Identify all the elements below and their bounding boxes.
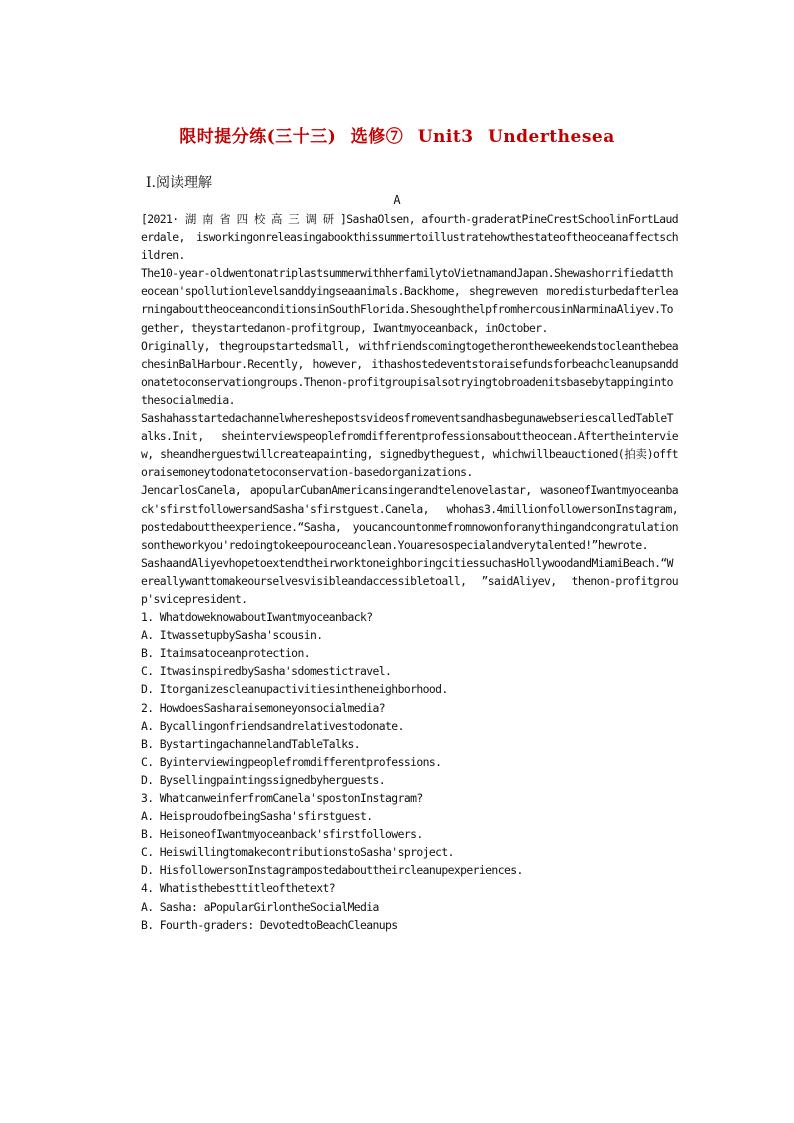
section-heading: Ⅰ.阅读理解 xyxy=(146,175,212,191)
option-a: A. ItwassetupbySasha'scousin. xyxy=(141,628,323,643)
paragraph-6: SashaandAliyevhopetoextendtheirworktoneighboringcitiessuchasHollywoodandMiamiBeach.“Wereallywanttomakeourselvesvisibleandaccessibletoall, ”saidAliyev, thenon-profitgroup'svicepresident. xyxy=(141,555,678,606)
paragraph-5: JencarlosCanela, apopularCubanAmericansingerandtelenovelastar, wasoneofIwantmyoceanback'sfirstfollowersandSasha'sfirstguest.Canela, whohas3.4millionfollowersonInstagram, postedabouttheexperience.“Sasha, youcancountonmefromnowonforanythingandcongratulationsontheworkyou'redoingtokeepouroceanclean.Youaresospecialandverytalented!”hewrote. xyxy=(141,483,678,552)
option-d: D. Itorganizescleanupactivitiesintheneighborhood. xyxy=(141,682,448,697)
question-stem: 2. HowdoesSasharaisemoneyonsocialmedia? xyxy=(141,700,386,715)
option-c: C. ItwasinspiredbySasha'sdomestictravel. xyxy=(141,664,392,679)
option-c: C. HeiswillingtomakecontributionstoSasha'sproject. xyxy=(141,845,454,860)
option-c: C. Byinterviewingpeoplefromdifferentprofessions. xyxy=(141,754,442,769)
option-a: A. Bycallingonfriendsandrelativestodonate. xyxy=(141,718,404,733)
passage-label: A xyxy=(393,193,401,207)
title-part-4: Underthesea xyxy=(487,127,615,147)
page-title xyxy=(0,122,794,147)
question-3 xyxy=(141,789,678,879)
title-part-3: Unit3 xyxy=(417,127,474,147)
option-d: D. HisfollowersonInstagrampostedabouttheircleanupexperiences. xyxy=(141,863,523,878)
option-b: B. Itaimsatoceanprotection. xyxy=(141,646,310,661)
option-b: B. BystartingachannelandTableTalks. xyxy=(141,736,361,751)
question-stem: 1. WhatdoweknowaboutIwantmyoceanback? xyxy=(141,610,373,625)
question-2 xyxy=(141,699,678,789)
passage-body xyxy=(141,210,678,934)
option-b: B. HeisoneofIwantmyoceanback'sfirstfollowers. xyxy=(141,827,423,842)
question-stem: 4. Whatisthebesttitleofthetext? xyxy=(141,881,335,896)
option-b: B. Fourth-graders: DevotedtoBeachCleanups xyxy=(141,917,398,932)
question-stem: 3. WhatcanweinferfromCanela'spostonInstagram? xyxy=(141,791,423,805)
title-part-2: 选修⑦ xyxy=(350,127,404,147)
option-a: A. HeisproudofbeingSasha'sfirstguest. xyxy=(141,809,373,824)
option-a: A. Sasha: aPopularGirlontheSocialMedia xyxy=(141,899,379,914)
title-part-1: 限时提分练(三十三) xyxy=(179,127,337,147)
question-4 xyxy=(141,879,678,933)
paragraph-3: Originally, thegroupstartedsmall, withfriendscomingtogetherontheweekendstocleanthebeachesinBalHarbour.Recently, however, ithashostedeventstoraisefundsforbeachcleanupsanddonatetoconservationgroups.Thenon-profitgroupisalsotryingtobroadenitsbasebytappingintothesocialmedia. xyxy=(141,338,678,407)
option-d: D. Bysellingpaintingssignedbyherguests. xyxy=(141,772,386,787)
paragraph-1: [2021· 湖 南 省 四 校 高 三 调 研 ]SashaOlsen, afourth-graderatPineCrestSchoolinFortLauderdale, isworkingonreleasingabookthissummertoillustratehowthestateoftheoceanaffectschildren. xyxy=(141,212,678,263)
paragraph-4: SashahasstartedachannelwhereshepostsvideosfromeventsandhasbegunawebseriescalledTableTalks.Init, sheinterviewspeoplefromdifferentprofessionsabouttheocean.Aftertheinterview, sheandherguestwillcreateapainting, signedbytheguest, whichwillbeauctioned(拍卖)offtoraisemoneytodonatetoconservation-basedorganizations. xyxy=(141,411,678,480)
paragraph-2: The10-year-oldwentonatriplastsummerwithherfamilytoVietnamandJapan.Shewashorrifiedattheocean'spollutionlevelsanddyingseaanimals.Backhome, shegreweven moredisturbedafterlearningabouttheoceanconditionsinSouthFlorida.ShesoughthelpfromhercousinNarminaAliyev.Together, theystartedanon-profitgroup, Iwantmyoceanback, inOctober. xyxy=(141,266,678,335)
question-1 xyxy=(141,608,678,698)
